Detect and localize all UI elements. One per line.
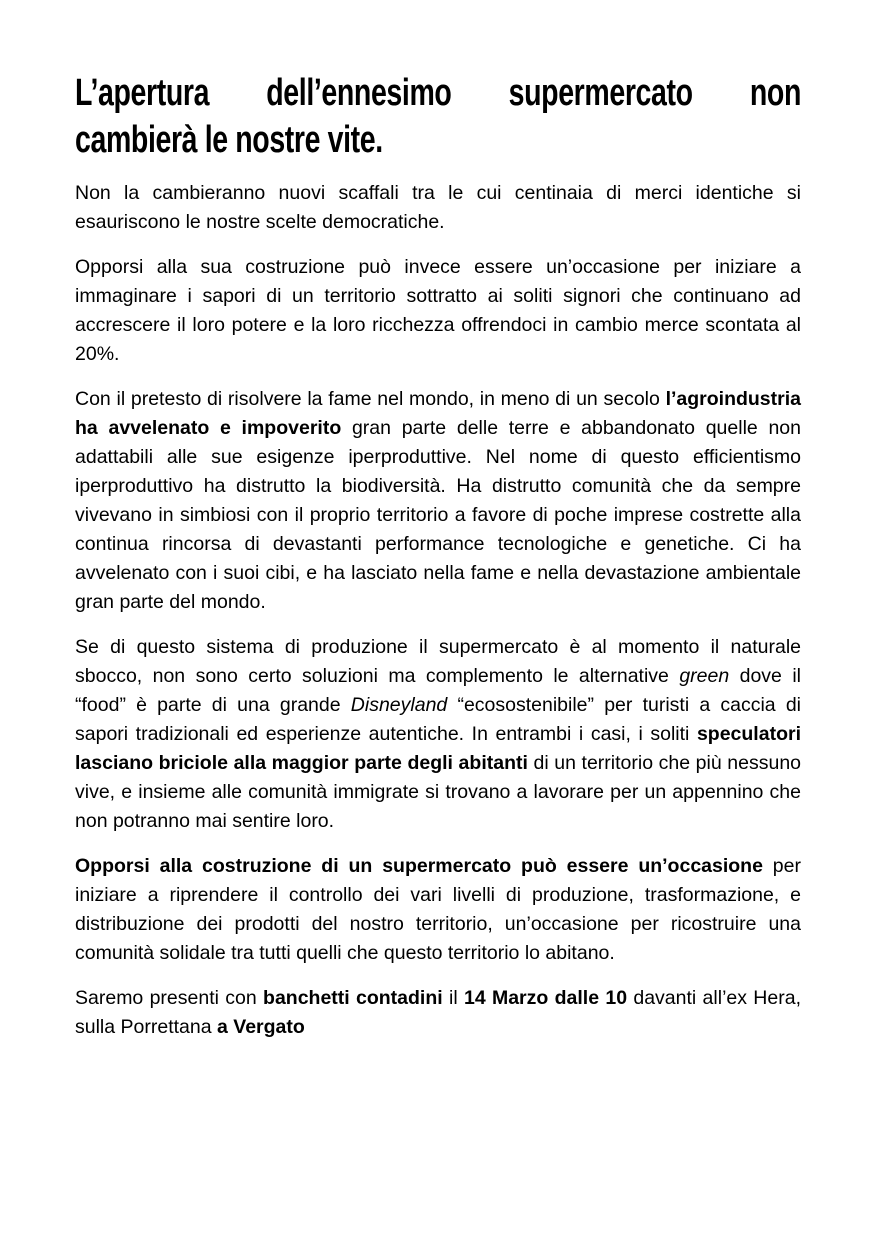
text-run: gran parte delle terre e abbandonato quelle non adattabili alle sue esigenze iperproduttive. Nel nome di questo efficientismo iperproduttivo ha distrutto la biodiversità. Ha distrutto comunità che da sempre vivevano in simbiosi con il proprio territorio a favore di poche imprese costrette alla continua rincorsa di devastanti performance tecnologiche e genetiche. Ci ha avvelenato con i suoi cibi, e ha lasciato nella fame e nella devastazione ambientale gran parte del mondo.	[75, 417, 802, 613]
text-run: per iniziare a riprendere il controllo dei vari livelli di produzione, trasformazione, e distribuzione dei prodotti del nostro territorio, un’occasione per ricostruire una comunità solidale tra tutti quelli che questo territorio lo abitano.	[75, 855, 801, 964]
text-run: davanti all’ex Hera, sulla Porrettana	[75, 987, 801, 1038]
paragraph	[75, 253, 801, 369]
paragraph	[75, 852, 801, 968]
document-body	[75, 179, 801, 1042]
text-run: l’agroindustria ha avvelenato e impoverito	[75, 388, 801, 439]
paragraph	[75, 179, 801, 237]
document-title	[75, 70, 801, 164]
paragraph	[75, 385, 801, 617]
text-run: a Vergato	[217, 1016, 305, 1038]
text-run: banchetti contadini	[263, 987, 443, 1009]
text-run: Se di questo sistema di produzione il supermercato è al momento il naturale sbocco, non sono certo soluzioni ma complemento le alternative	[75, 636, 801, 687]
text-run: speculatori lasciano briciole alla maggior parte degli abitanti	[75, 723, 801, 774]
text-run: green	[679, 665, 730, 687]
title-line: L’apertura dell’ennesimo supermercato non	[75, 72, 801, 114]
text-run: Opporsi alla sua costruzione può invece essere un’occasione per iniziare a immaginare i sapori di un territorio sottratto ai soliti signori che continuano ad accrescere il loro potere e la loro ricchezza offrendoci in cambio merce scontata al 20%.	[75, 256, 801, 365]
text-run: 14 Marzo dalle 10	[463, 987, 628, 1009]
text-run: Non la cambieranno nuovi scaffali tra le cui centinaia di merci identiche si esauriscono le nostre scelte democratiche.	[75, 182, 801, 233]
text-run: “ecosostenibile” per turisti a caccia di sapori tradizionali ed esperienze autentiche. In entrambi i casi, i soliti	[75, 694, 802, 745]
text-run: Disneyland	[350, 694, 448, 716]
text-run: Con il pretesto di risolvere la fame nel mondo, in meno di un secolo	[75, 388, 666, 410]
title-line: cambierà le nostre vite.	[75, 119, 383, 161]
text-run: Opporsi alla costruzione di un supermercato può essere un’occasione	[75, 855, 763, 877]
text-run: di un territorio che più nessuno vive, e insieme alle comunità immigrate si trovano a lavorare per un appennino che non potranno mai sentire loro.	[75, 752, 802, 832]
text-run: dove il “food” è parte di una grande	[75, 665, 801, 716]
text-run: il	[442, 987, 464, 1009]
paragraph	[75, 633, 801, 836]
paragraph	[75, 984, 801, 1042]
text-run: Saremo presenti con	[75, 987, 264, 1009]
